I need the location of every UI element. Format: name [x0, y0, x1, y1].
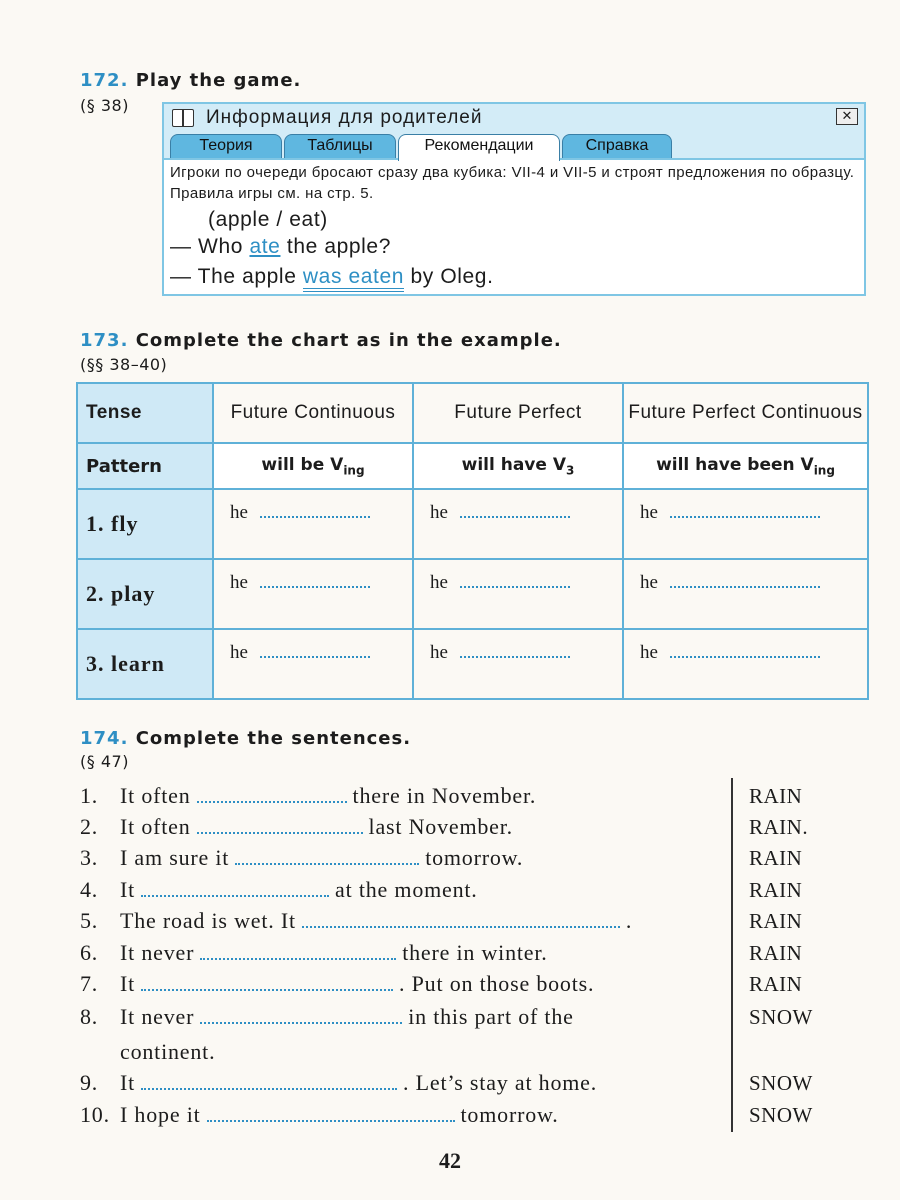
- answer-cell[interactable]: he: [623, 629, 868, 699]
- answer-cell[interactable]: he: [213, 629, 413, 699]
- header-future-continuous: Future Continuous: [213, 383, 413, 443]
- sentence-9: 9. It . Let’s stay at home.: [80, 1070, 598, 1095]
- exercise-section-ref: (§ 38): [80, 96, 129, 115]
- answer-blank[interactable]: [670, 572, 820, 588]
- page-number: 42: [439, 1148, 461, 1173]
- answer-cell[interactable]: he: [213, 559, 413, 629]
- answer-cell[interactable]: he: [623, 559, 868, 629]
- exercise-number: 172.: [80, 70, 129, 91]
- table-row: [77, 559, 868, 629]
- answer-start: The apple: [197, 265, 297, 288]
- popup-title: Информация для родителей: [206, 107, 483, 128]
- close-icon[interactable]: ✕: [836, 108, 858, 125]
- answer-blank[interactable]: [141, 879, 329, 897]
- verb-cue: RAIN: [749, 878, 803, 902]
- verb-cell: 3. learn: [77, 629, 213, 699]
- exercise-172-heading: [80, 70, 301, 91]
- answer-blank[interactable]: [260, 572, 370, 588]
- exercise-title: Play the game.: [135, 70, 302, 91]
- verb-cue: RAIN.: [749, 815, 809, 839]
- dash: —: [170, 265, 192, 288]
- verb-cell: 1. fly: [77, 489, 213, 559]
- pattern-future-continuous: will be $V_{ing}$: [213, 443, 413, 489]
- popup-title-bar: [164, 104, 864, 132]
- verb-cue: RAIN: [749, 972, 803, 996]
- answer-blank[interactable]: [670, 642, 820, 658]
- verb-cue: RAIN: [749, 909, 803, 933]
- answer-cell[interactable]: he: [413, 629, 623, 699]
- answer-cell[interactable]: he: [413, 559, 623, 629]
- question-start: Who: [198, 235, 244, 258]
- exercise-section-ref: (§ 47): [80, 752, 129, 771]
- answer-blank[interactable]: [141, 1072, 397, 1090]
- highlighted-passive: was eaten: [303, 265, 404, 292]
- verb-cue: SNOW: [749, 1005, 813, 1029]
- exercise-173-heading: [80, 330, 562, 351]
- answer-blank[interactable]: [197, 816, 363, 834]
- exercise-number: 173.: [80, 330, 129, 351]
- verb-cue: SNOW: [749, 1103, 813, 1127]
- answer-blank[interactable]: [260, 502, 370, 518]
- answer-blank[interactable]: [460, 642, 570, 658]
- exercise-section-ref: (§§ 38–40): [80, 355, 168, 374]
- parents-info-popup: [162, 102, 866, 296]
- popup-instructions: Игроки по очереди бросают сразу два кубика: VII-4 и VII-5 и строят предложения по образцу. Правила игры см. на стр. 5.: [170, 164, 855, 202]
- answer-cell[interactable]: he: [623, 489, 868, 559]
- header-tense: Tense: [77, 383, 213, 443]
- exercise-number: 174.: [80, 728, 129, 749]
- answer-blank[interactable]: [200, 942, 396, 960]
- answer-cell[interactable]: he: [213, 489, 413, 559]
- pattern-future-perfect-continuous: will have been $V_{ing}$: [623, 443, 868, 489]
- exercise-title: Complete the sentences.: [135, 728, 412, 749]
- pattern-label: Pattern: [77, 443, 213, 489]
- chart-header-row: [77, 383, 868, 443]
- tab-recommendations[interactable]: Рекомендации: [398, 134, 560, 161]
- sentence-10: 10. I hope it tomorrow.: [80, 1102, 559, 1127]
- tab-tables[interactable]: Таблицы: [284, 134, 396, 158]
- example-question: [170, 235, 391, 259]
- answer-blank[interactable]: [460, 572, 570, 588]
- answer-blank[interactable]: [302, 910, 620, 928]
- verb-cue: SNOW: [749, 1071, 813, 1095]
- example-cue: (apple / eat): [208, 208, 328, 231]
- verb-cell: 2. play: [77, 559, 213, 629]
- header-future-perfect-continuous: Future Perfect Continuous: [623, 383, 868, 443]
- pattern-future-perfect: will have $V_3$: [413, 443, 623, 489]
- dash: —: [170, 235, 192, 258]
- tense-chart: [76, 382, 869, 700]
- tab-theory[interactable]: Теория: [170, 134, 282, 158]
- table-row: [77, 629, 868, 699]
- example-answer: [170, 265, 494, 289]
- table-row: [77, 489, 868, 559]
- answer-blank[interactable]: [460, 502, 570, 518]
- sentence-8: 8. It never in this part of the: [80, 1004, 574, 1029]
- sentence-1: 1. It often there in November.: [80, 783, 537, 808]
- answer-end: by Oleg.: [410, 265, 494, 288]
- verb-cue: RAIN: [749, 941, 803, 965]
- tab-reference[interactable]: Справка: [562, 134, 672, 158]
- sentence-2: 2. It often last November.: [80, 814, 513, 839]
- column-divider: [731, 778, 733, 1132]
- header-future-perfect: Future Perfect: [413, 383, 623, 443]
- answer-blank[interactable]: [670, 502, 820, 518]
- answer-blank[interactable]: [260, 642, 370, 658]
- exercise-174-heading: [80, 728, 411, 749]
- sentence-8-continued: continent.: [120, 1039, 216, 1064]
- verb-cue: RAIN: [749, 846, 803, 870]
- sentence-3: 3. I am sure it tomorrow.: [80, 845, 524, 870]
- sentence-7: 7. It . Put on those boots.: [80, 971, 595, 996]
- answer-blank[interactable]: [197, 785, 347, 803]
- sentence-6: 6. It never there in winter.: [80, 940, 548, 965]
- answer-blank[interactable]: [141, 973, 393, 991]
- answer-blank[interactable]: [207, 1104, 455, 1122]
- sentence-5: 5. The road is wet. It .: [80, 908, 633, 933]
- answer-blank[interactable]: [235, 847, 419, 865]
- answer-blank[interactable]: [200, 1006, 402, 1024]
- question-end: the apple?: [286, 235, 391, 258]
- answer-cell[interactable]: he: [413, 489, 623, 559]
- highlighted-verb: ate: [249, 235, 281, 258]
- chart-pattern-row: [77, 443, 868, 489]
- sentence-4: 4. It at the moment.: [80, 877, 478, 902]
- popup-tabs: [164, 132, 864, 160]
- book-icon: [172, 109, 194, 127]
- verb-cue: RAIN: [749, 784, 803, 808]
- exercise-title: Complete the chart as in the example.: [135, 330, 562, 351]
